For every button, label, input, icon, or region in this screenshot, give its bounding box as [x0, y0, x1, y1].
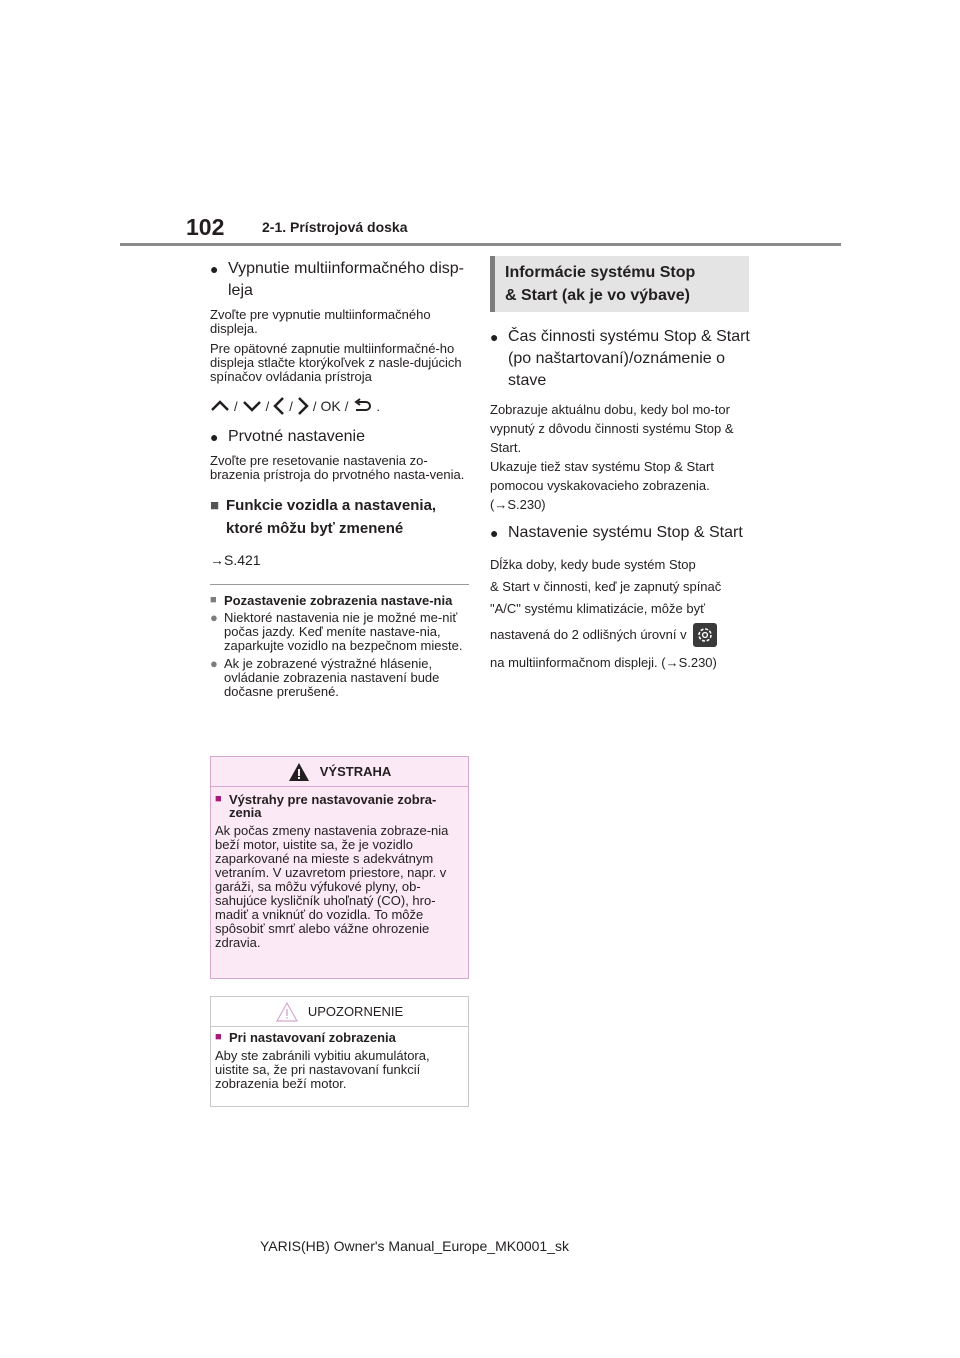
section-heading-box — [490, 256, 749, 312]
bullet-initial-setting — [210, 426, 469, 448]
body-text-with-icon — [490, 620, 752, 650]
body-text: Dĺžka doby, kedy bude systém Stop — [490, 557, 696, 572]
end-period: . — [376, 398, 380, 414]
separator: / — [234, 398, 238, 414]
body-text: Ukazuje tiež stav systému Stop & Start pomocou vyskakovacieho zobrazenia. — [490, 459, 714, 493]
caution-title-bar — [211, 997, 468, 1027]
body-text: Zobrazuje aktuálnu dobu, kedy bol mo-tor vypnutý z dôvodu činnosti systému Stop & Start. — [490, 402, 734, 455]
bullet-stop-start-setting — [490, 522, 752, 544]
bullet-turn-off-display — [210, 258, 469, 302]
caution-title: UPOZORNENIE — [307, 1004, 404, 1019]
note-text: Ak je zobrazené výstražné hlásenie, ovládanie zobrazenia nastavení bude dočasne prerušené. — [224, 656, 440, 699]
separator: / — [289, 398, 293, 414]
feature-heading — [210, 494, 469, 540]
square-bullet-icon: ■ — [210, 497, 220, 514]
left-column — [210, 252, 469, 699]
heading-accent-bar — [490, 256, 495, 312]
pause-heading-text: Pozastavenie zobrazenia nastave-nia — [224, 593, 453, 608]
note-item — [210, 657, 469, 699]
square-bullet-icon: ■ — [215, 793, 222, 805]
body-text: Zvoľte pre vypnutie multiinformačného displeja. — [210, 307, 431, 336]
warning-title-bar — [211, 757, 468, 787]
note-item — [210, 611, 469, 653]
bullet-heading: Čas činnosti systému Stop & Start (po naštartovaní)/oznámenie o stave — [508, 328, 750, 389]
warning-title: VÝSTRAHA — [319, 764, 392, 779]
warning-triangle-icon — [288, 762, 310, 782]
separator: / — [265, 398, 270, 414]
body-text: Zvoľte pre resetovanie nastavenia zo-brazenia prístroja do prvotného nasta-venia. — [210, 453, 465, 482]
chevron-left-icon — [273, 396, 285, 416]
bullet-dot-icon: ● — [490, 329, 499, 345]
note-text: Niektoré nastavenia nie je možné me-niť počas jazdy. Keď meníte nastave-nia, zaparkujte vozidlo na bezpečnom mieste. — [224, 610, 463, 653]
bullet-heading: Prvotné nastavenie — [228, 428, 365, 445]
section-heading-line: & Start (ak je vo výbave) — [505, 287, 690, 304]
footer-text: YARIS(HB) Owner's Manual_Europe_MK0001_sk — [260, 1238, 569, 1254]
settings-gear-icon — [693, 623, 717, 647]
caution-triangle-icon — [276, 1002, 298, 1022]
page-number: 102 — [186, 214, 225, 240]
ok-label: OK — [320, 398, 341, 414]
square-bullet-icon: ■ — [215, 1031, 222, 1043]
separator: / — [344, 398, 349, 414]
bullet-dot-icon: ● — [490, 525, 499, 541]
square-bullet-icon: ■ — [210, 594, 217, 606]
bullet-dot-icon: ● — [210, 656, 218, 671]
caution-box — [210, 996, 469, 1107]
body-text: na multiinformačnom displeji. (→S.230) — [490, 655, 717, 670]
caution-heading — [215, 1031, 464, 1044]
feature-heading-text: Funkcie vozidla a nastavenia, ktoré môžu byť zmenené — [226, 497, 437, 537]
bullet-heading: Nastavenie systému Stop & Start — [508, 524, 743, 541]
warning-box — [210, 756, 469, 979]
right-column — [490, 256, 752, 676]
header-rule — [120, 243, 841, 246]
bullet-dot-icon: ● — [210, 261, 219, 277]
chevron-down-icon — [242, 400, 262, 412]
body-text: & Start v činnosti, keď je zapnutý spínač — [490, 579, 722, 594]
page-reference: (→S.230) — [490, 497, 546, 512]
section-title: 2-1. Prístrojová doska — [262, 219, 408, 235]
divider — [210, 584, 469, 585]
pause-heading — [210, 594, 469, 607]
body-text: Pre opätovné zapnutie multiinformačné-ho displeja stlačte ktorýkoľvek z nasle-dujúcich spínačov ovládania prístroja — [210, 341, 462, 384]
page-reference: →S.421 — [210, 552, 261, 568]
bullet-heading: Vypnutie multiinformačného disp-leja — [228, 260, 464, 299]
section-heading-line: Informácie systému Stop — [505, 264, 696, 281]
bullet-dot-icon: ● — [210, 610, 218, 625]
warning-text: Ak počas zmeny nastavenia zobraze-nia beží motor, uistite sa, že je vozidlo zaparkované na mieste s adekvátnym vetraním. V uzavretom priestore, napr. v garáži, sa môžu výfukové plyny, ob-sahujúce kysličník uhoľnatý (CO), hro-madiť a vniknúť do vozidla. To môže spôsobiť smrť alebo vážne ohrozenie zdravia. — [215, 823, 449, 950]
control-switch-list — [210, 396, 469, 416]
caution-text: Aby ste zabránili vybitiu akumulátora, uistite sa, že pri nastavovaní funkcií zobrazenia beží motor. — [215, 1048, 430, 1091]
body-text: "A/C" systému klimatizácie, môže byť — [490, 601, 705, 616]
chevron-right-icon — [297, 396, 309, 416]
separator: / — [312, 398, 317, 414]
chevron-up-icon — [210, 400, 230, 412]
warning-heading-text: Výstrahy pre nastavovanie zobra-zenia — [229, 792, 437, 820]
warning-heading — [215, 793, 464, 819]
body-text: nastavená do 2 odlišných úrovní v — [490, 627, 687, 642]
back-icon — [352, 398, 372, 414]
caution-heading-text: Pri nastavovaní zobrazenia — [229, 1030, 396, 1045]
bullet-stop-start-time — [490, 326, 752, 392]
bullet-dot-icon: ● — [210, 429, 219, 445]
